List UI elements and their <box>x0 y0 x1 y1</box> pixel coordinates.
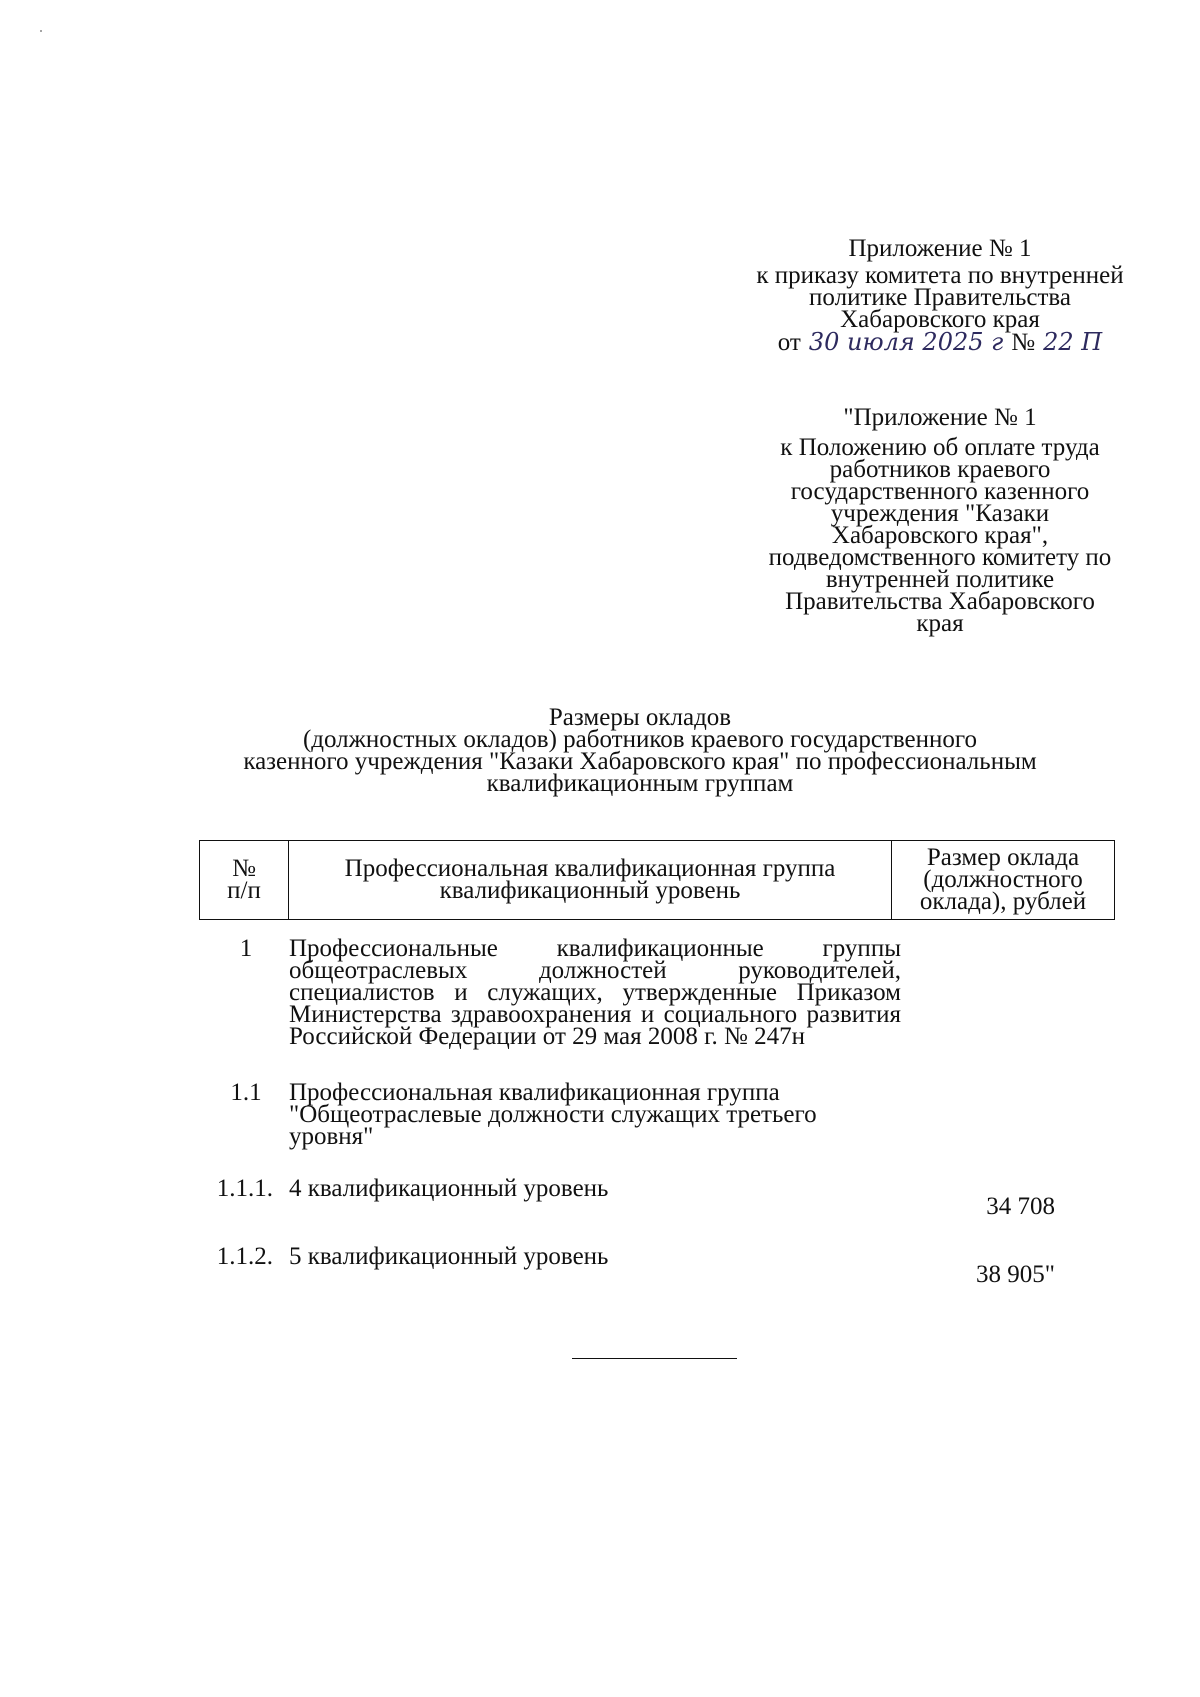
table-header-row <box>200 841 1115 920</box>
header-text: Профессиональная квалификационная группа <box>344 855 836 882</box>
closing-rule <box>572 1358 737 1359</box>
annex-regulation-line: подведомственного комитету по <box>768 544 1112 571</box>
scan-speck <box>40 30 42 32</box>
header-cell-number <box>200 841 289 920</box>
row-number: 1 <box>239 935 253 962</box>
annex-regulation-heading: "Приложение № 1 <box>843 404 1037 431</box>
annex-regulation-line: государственного казенного <box>790 478 1090 505</box>
header-cell-group <box>289 841 892 920</box>
annex-regulation-line: к Положению об оплате труда <box>780 434 1100 461</box>
title-line: (должностных окладов) работников краевого государственного <box>302 726 978 753</box>
title-line: квалификационным группам <box>486 770 794 797</box>
row-text: 5 квалификационный уровень <box>289 1243 609 1270</box>
annex-order-line: политике Правительства <box>809 284 1071 311</box>
annex-order-heading: Приложение № 1 <box>848 235 1032 262</box>
header-text: оклада), рублей <box>919 888 1087 915</box>
salary-table-body <box>199 935 1115 1288</box>
annex-regulation-line: внутренней политике <box>825 566 1055 593</box>
row-text: Профессиональная квалификационная группа "Общеотраслевые должности служащих третьего уровня" <box>289 1079 817 1150</box>
row-value: 34 708 <box>986 1193 1055 1220</box>
header-text: квалификационный уровень <box>439 877 741 904</box>
handwritten-date: 30 июля 2025 г <box>808 328 1004 356</box>
row-value: 38 905" <box>976 1261 1055 1288</box>
number-prefix: № <box>1011 329 1036 356</box>
annex-regulation-line: работников краевого <box>829 456 1051 483</box>
table-row <box>199 1243 1115 1288</box>
annex-order-line: Хабаровского края <box>840 306 1040 333</box>
row-value <box>901 938 1115 956</box>
header-text: № <box>232 855 256 882</box>
header-cell-salary <box>892 841 1115 920</box>
header-text: п/п <box>227 877 261 904</box>
header-text: (должностного <box>923 866 1083 893</box>
annex-order-block <box>700 235 1180 356</box>
annex-regulation-line: Хабаровского края", <box>831 522 1049 549</box>
document-title <box>200 704 1080 797</box>
row-number: 1.1.2. <box>216 1243 273 1270</box>
date-prefix: от <box>777 329 801 356</box>
salary-table-header <box>199 840 1115 920</box>
table-row <box>199 1079 1115 1150</box>
title-line: казенного учреждения "Казаки Хабаровского края" по профессиональным <box>243 748 1037 775</box>
row-text: Профессиональные квалификационные группы общеотраслевых должностей руководителей, специалистов и служащих, утвержденные Приказом Министерства здравоохранения и социального развития Российской Федерации от 29 мая 2008 г. № 247н <box>289 935 901 1050</box>
annex-regulation-line: Правительства Хабаровского <box>785 588 1095 615</box>
handwritten-number: 22 П <box>1043 328 1103 356</box>
header-text: Размер оклада <box>926 844 1080 871</box>
annex-regulation-line: учреждения "Казаки <box>830 500 1050 527</box>
row-text: 4 квалификационный уровень <box>289 1175 609 1202</box>
annex-order-date-line <box>700 328 1180 356</box>
annex-regulation-block <box>700 404 1180 637</box>
table-row <box>199 1175 1115 1220</box>
title-line: Размеры окладов <box>548 704 732 731</box>
table-row <box>199 935 1115 1050</box>
annex-order-line: к приказу комитета по внутренней <box>756 262 1124 289</box>
row-value <box>901 1082 1115 1100</box>
annex-regulation-line: края <box>916 610 964 637</box>
row-number: 1.1 <box>230 1079 262 1106</box>
row-number: 1.1.1. <box>216 1175 273 1202</box>
